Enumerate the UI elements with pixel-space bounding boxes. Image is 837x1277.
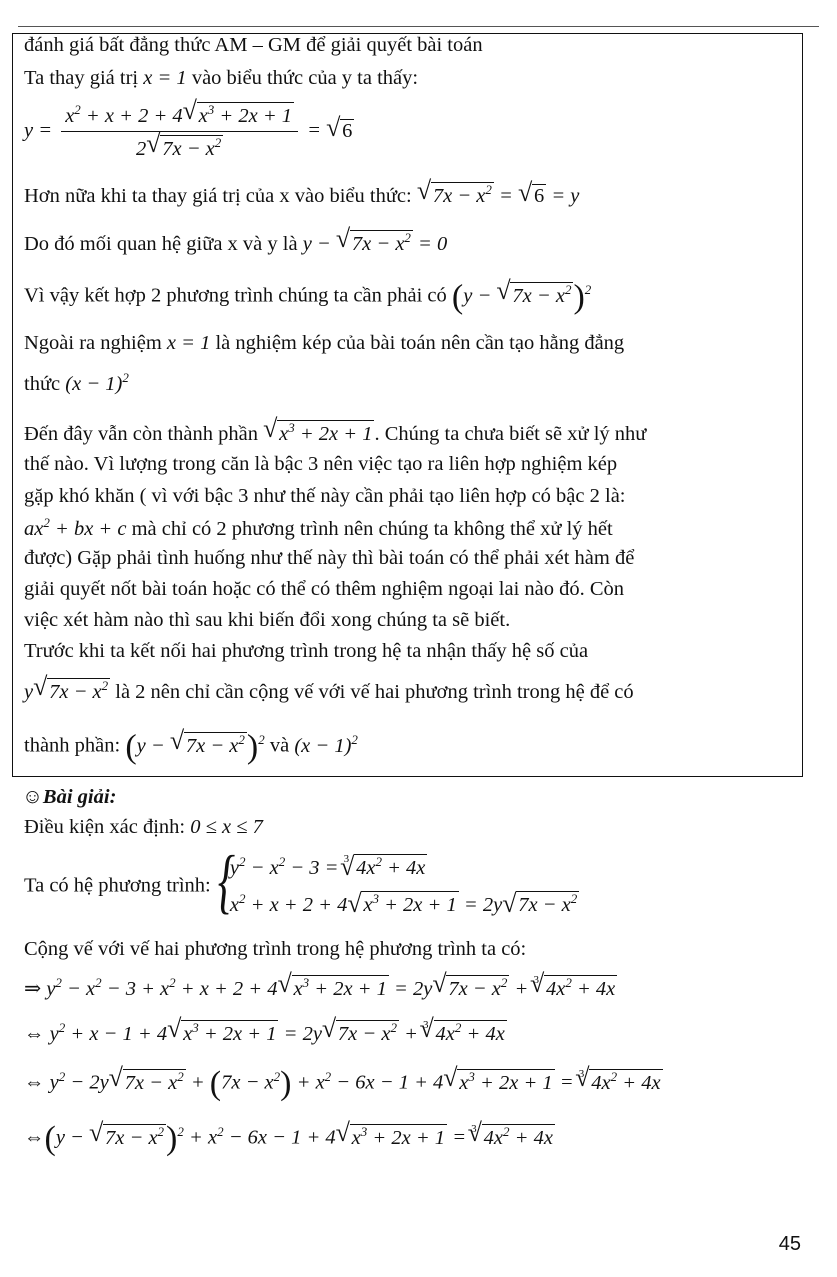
line-9: Đến đây vẫn còn thành phần √ $x^3 + 2x + 1$. Chúng ta chưa biết sẽ xử lý như	[24, 420, 646, 446]
line-6: Vì vậy kết hợp 2 phương trình chúng ta cần phải có (y − √ $7x - x^2)^2$	[24, 278, 591, 316]
line-4: Hơn nữa khi ta thay giá trị của x vào biểu thức: √ $7x - x^2$ = √ 6 = y	[24, 182, 579, 208]
line-18: thành phần: (y − √ $7x - x^2)^2$ và $(x - 1)^2$	[24, 728, 358, 766]
line-8: thức $(x - 1)^2$	[24, 370, 129, 395]
line-16: Trước khi ta kết nối hai phương trình trong hệ ta nhận thấy hệ số của	[24, 640, 589, 662]
line-7: Ngoài ra nghiệm x = 1 là nghiệm kép của bài toán nên cần tạo hằng đẳng	[24, 332, 625, 354]
page-number: 45	[778, 1233, 801, 1255]
domain-condition: Điều kiện xác định: 0 ≤ x ≤ 7	[24, 816, 263, 838]
line-12: $ax^2$ + bx + c mà chỉ có 2 phương trình nên chúng ta không thể xử lý hết	[24, 515, 613, 540]
derivation-step-1: ⇒ $y^2 - x^2 - 3 + x^2 + x + 2 + 4√$ $x^3 + 2x + 1 = 2y√$ $7x - x^2 + ^3√$ $4x^2 + 4x$	[24, 975, 617, 1001]
derivation-step-2: ⇔ $y^2 + x - 1 + 4√$ $x^3 + 2x + 1 = 2y√$ $7x - x^2 + ^3√$ $4x^2 + 4x$	[24, 1020, 507, 1046]
system-of-equations: Ta có hệ phương trình: { $y^2 - x^2 - 3 = ^3√$ $4x^2 + 4x$ $x^2 + x + 2 + 4√$ $x^3 + 2x + 1 = 2y√$ $7x - x^2$	[24, 850, 579, 924]
add-equations-line: Cộng vế với vế hai phương trình trong hệ phương trình ta có:	[24, 938, 527, 960]
line-14: giải quyết nốt bài toán hoặc có thể có thêm nghiệm ngoại lai nào đó. Còn	[24, 578, 625, 600]
line-17: y√ $7x - x^2$ là 2 nên chỉ cần cộng vế với vế hai phương trình trong hệ để có	[24, 678, 634, 704]
cut-off-header-fragment	[160, 2, 166, 23]
line-2: Ta thay giá trị x = 1 vào biểu thức của y ta thấy:	[24, 67, 419, 89]
line-5: Do đó mối quan hệ giữa x và y là y − √ $7x - x^2 = 0$	[24, 230, 447, 256]
solution-heading: ☺Bài giải:	[22, 786, 117, 808]
line-15: việc xét hàm nào thì sau khi biến đổi xong chúng ta sẽ biết.	[24, 609, 511, 631]
line-10: thế nào. Vì lượng trong căn là bậc 3 nên việc tạo ra liên hợp nghiệm kép	[24, 453, 618, 475]
line-1: đánh giá bất đẳng thức AM – GM để giải quyết bài toán	[24, 34, 483, 56]
derivation-step-3: ⇔ $y^2 - 2y√$ $7x - x^2 + (7x - x^2) + x^2 - 6x - 1 + 4√$ $x^3 + 2x + 1 = ^3√$ $4x^2 + 4x$	[24, 1065, 663, 1103]
header-rule	[18, 26, 819, 27]
line-11: gặp khó khăn ( vì với bậc 3 như thế này cần phải tạo liên hợp có bậc 2 là:	[24, 485, 626, 507]
formula-y-value: y = $\frac{x^2 + x + 2 + 4√ x^3 + 2x + 1}{2√ 7x - x^2}$ = √ 6	[24, 102, 354, 162]
derivation-step-4: ⇔(y − √ $7x - x^2)^2 + x^2 - 6x - 1 + 4√$ $x^3 + 2x + 1 = ^3√$ $4x^2 + 4x$	[24, 1120, 555, 1158]
line-13: được) Gặp phải tình huống như thế này thì bài toán có thể phải xét hàm để	[24, 547, 635, 569]
